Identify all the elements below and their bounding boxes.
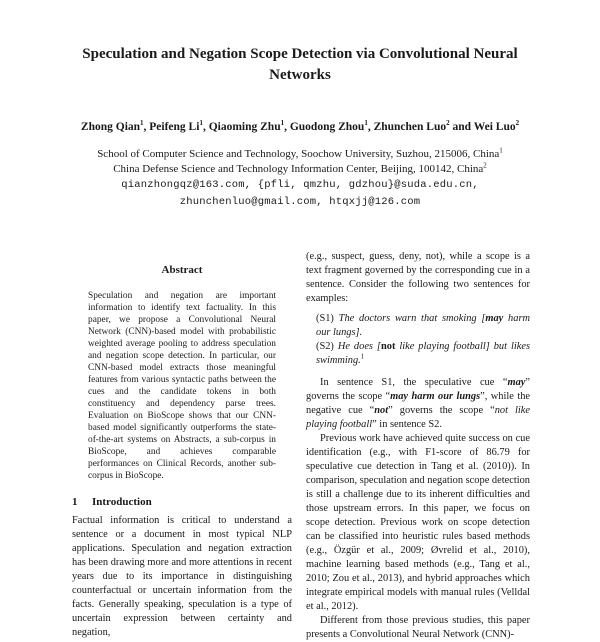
- example-cue: may: [485, 313, 504, 324]
- right-column: [306, 250, 530, 642]
- author-affiliation-mark: 1: [140, 119, 144, 128]
- left-column: [72, 260, 292, 640]
- paragraph-previous-work: Previous work have achieved quite success on cue identification (e.g., with F1-score of 86.79 for speculative cue detection in Tang et al. (2010)). In comparison, speculation and negation scope detection is still a challenge due to its inherent difficulties and those upstream errors. In this paper, we focus on scope detection. Previous work on scope detection can be classified into heuristic rules based methods (e.g., Özgür et al., 2009; Øvrelid et al., 2010), machine learning based methods (e.g., Tang et al., 2010; Zou et al., 2013), and hybrid approaches which integrate empirical models with manual rules (Velldal et al., 2012).: [306, 433, 530, 612]
- author-affiliation-mark: 2: [515, 119, 520, 128]
- example-text: He does [: [337, 341, 381, 352]
- author-affiliation-mark: 1: [280, 119, 285, 128]
- author-list: Zhong Qian$^1$, Peifeng Li$^1$, Qiaoming Zhu$^1$, Guodong Zhou$^1$, Zhunchen Luo$^2$ and Wei Luo$^2$: [80, 119, 520, 133]
- text-run: ” governs the scope “: [306, 377, 530, 402]
- paragraph-scope-explanation: [306, 376, 530, 432]
- example-cue: not: [380, 341, 396, 352]
- scope-term: may harm our lungs: [390, 391, 481, 402]
- text-run: ” governs the scope “: [388, 405, 495, 416]
- text-run: ” in sentence S2.: [372, 419, 442, 430]
- affiliation-1: [50, 147, 550, 162]
- author-affiliation-mark: 1: [364, 119, 368, 128]
- author-affiliation-mark: 2: [446, 119, 450, 128]
- paper-title: Speculation and Negation Scope Detection via Convolutional Neural Networks: [82, 46, 518, 83]
- footnote-mark: 1: [360, 352, 365, 361]
- abstract-heading: Abstract: [161, 264, 203, 276]
- paragraph-cue-definition: (e.g., suspect, guess, deny, not), while a scope is a text fragment governed by the corresponding cue in a sentence. Consider the following two sentences for examples:: [306, 251, 530, 304]
- cue-term: not: [374, 405, 389, 416]
- affiliation-2: [50, 162, 550, 177]
- affiliation-1-text: School of Computer Science and Technology, Soochow University, Suzhou, 215006, China: [97, 148, 500, 160]
- abstract-text: Speculation and negation are important information to identify text factuality. In this paper, we propose a Convolutional Neural Network (CNN)-based model with probabilistic weighted average pooling to address speculation and negation scope detection. In particular, our CNN-based model extracts those meaningful features from various syntactic paths between the cues and the candidate tokens in both constituency and dependency parse trees. Evaluation on BioScope shows that our CNN-based model significantly outperforms the state-of-the-art systems on Abstracts, a sub-corpus in BioScope, and achieves comparable performances on Clinical Records, another sub-corpus in BioScope.: [88, 291, 276, 481]
- section-heading-introduction: [72, 496, 292, 508]
- author-name: Zhunchen Luo: [373, 121, 447, 133]
- example-text: harm our lungs].: [316, 313, 530, 338]
- affiliation-1-mark: 1: [499, 146, 503, 155]
- section-title: Introduction: [92, 496, 152, 508]
- section-number: 1: [72, 496, 78, 508]
- email-line-1: qianzhongqz@163.com, {pfli, qmzhu, gdzhou}@suda.edu.cn,: [121, 179, 479, 191]
- example-text: like playing football] but likes swimming.: [316, 341, 530, 366]
- author-name: Wei Luo: [473, 121, 516, 133]
- example-s1: [316, 312, 530, 340]
- author-name: Zhong Qian: [80, 121, 141, 133]
- text-run: ”, while the negative cue “: [306, 391, 531, 416]
- cue-term: may: [507, 377, 526, 388]
- author-name: Qiaoming Zhu: [208, 121, 281, 133]
- email-line-2: zhunchenluo@gmail.com, htqxjj@126.com: [179, 196, 421, 208]
- example-label: (S2): [316, 341, 334, 352]
- text-run: In sentence S1, the speculative cue “: [320, 377, 508, 388]
- author-name: Guodong Zhou: [289, 121, 365, 133]
- scope-term: not like playing football: [306, 405, 530, 430]
- author-affiliation-mark: 1: [199, 119, 203, 128]
- example-text: The doctors warn that smoking [: [338, 313, 486, 324]
- introduction-paragraph: Factual information is critical to understand a sentence or a document in most typical NLP applications. Speculation and negation extraction has been drawing more and more attentions in recent years due to its importance in distinguishing counterfactual or uncertain information from the facts. Generally speaking, speculation is a type of uncertain expression between certainty and negation,: [72, 515, 292, 638]
- paragraph-this-paper: Different from those previous studies, this paper presents a Convolutional Neural Network (CNN)-: [306, 615, 530, 640]
- example-s2: [316, 340, 530, 368]
- example-sentences: [316, 312, 530, 368]
- author-name: Peifeng Li: [149, 121, 200, 133]
- affiliation-2-text: China Defense Science and Technology Information Center, Beijing, 100142, China: [113, 163, 484, 175]
- affiliation-2-mark: 2: [483, 161, 487, 170]
- example-label: (S1): [316, 313, 334, 324]
